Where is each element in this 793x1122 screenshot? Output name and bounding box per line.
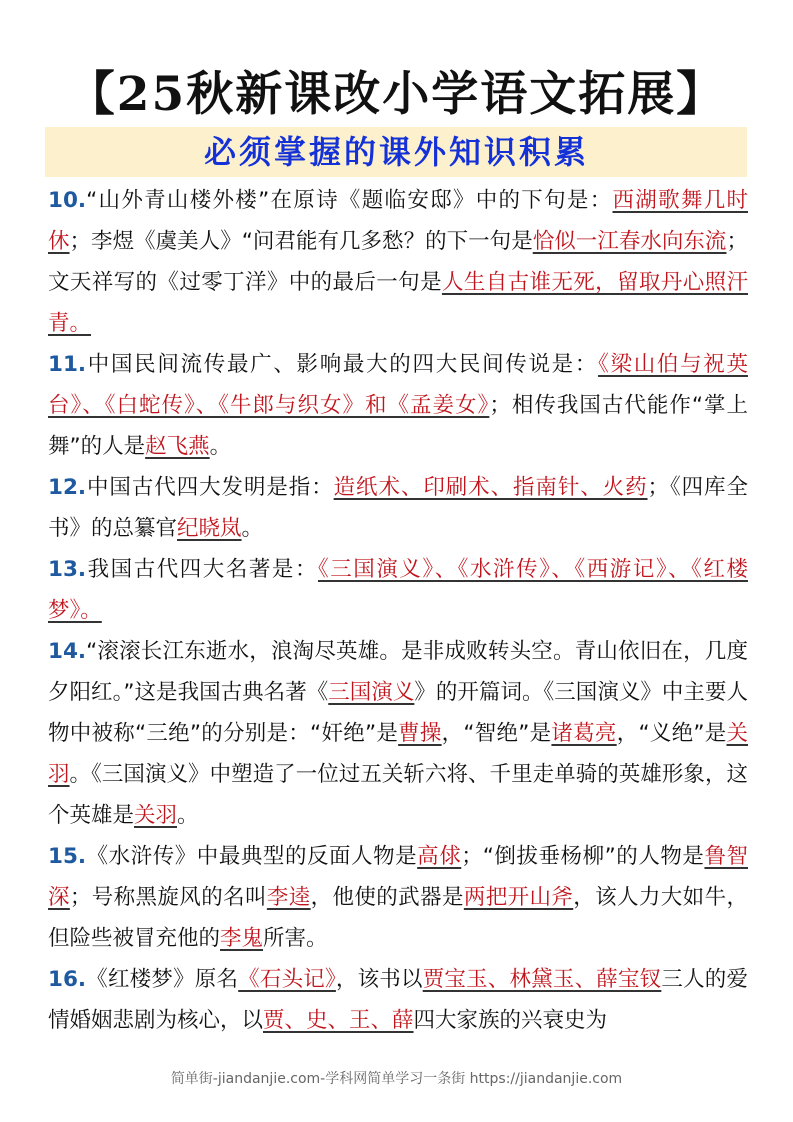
answer-text: 诸葛亮 — [551, 721, 617, 746]
question-text: ；文天祥写的《过零丁洋》中的最后一句是 — [48, 229, 748, 295]
knowledge-item — [48, 467, 748, 549]
question-text: 》的开篇词。《三国演义》中主要人物中被称“三绝”的分别是：“奸绝”是 — [48, 680, 748, 746]
question-text: 四大家族的兴衰史为 — [413, 1008, 608, 1033]
answer-text: 西湖歌舞几时休 — [48, 188, 748, 254]
question-text: 中国古代四大发明是指： — [86, 475, 334, 500]
question-text: 。《三国演义》中塑造了一位过五关斩六将、千里走单骑的英雄形象，这个英雄是 — [48, 762, 748, 828]
answer-text: 赵飞燕 — [145, 434, 210, 459]
question-text: ，该书以 — [335, 967, 423, 992]
answer-text: 鲁智深 — [48, 844, 748, 910]
answer-text: 曹操 — [398, 721, 442, 746]
question-text: 《红楼梦》原名 — [86, 967, 239, 992]
answer-text: 李鬼 — [220, 926, 264, 951]
item-number: 15. — [48, 844, 87, 869]
answer-text: 贾、史、王、薛 — [263, 1008, 414, 1033]
answer-text: 造纸术、印刷术、指南针、火药 — [333, 475, 648, 500]
question-text: 。 — [241, 516, 264, 541]
item-number: 12. — [48, 475, 87, 500]
answer-text: 两把开山斧 — [463, 885, 574, 910]
page-subtitle: 必须掌握的课外知识积累 — [203, 133, 589, 171]
answer-text: 《三国演义》、《水浒传》、《西游记》、《红楼梦》。 — [48, 557, 748, 623]
item-number: 14. — [48, 639, 87, 664]
answer-text: 关羽 — [134, 803, 178, 828]
question-text: ；李煜《虞美人》“问君能有几多愁？的下一句是 — [69, 229, 533, 254]
question-text: 。 — [209, 434, 232, 459]
answer-text: 纪晓岚 — [177, 516, 242, 541]
knowledge-item — [48, 836, 748, 959]
content-body — [48, 180, 748, 1041]
knowledge-item — [48, 959, 748, 1041]
question-text: ，该人力大如牛，但险些被冒充他的 — [48, 885, 748, 951]
question-text: 中国民间流传最广、影响最大的四大民间传说是： — [86, 352, 599, 377]
knowledge-item — [48, 180, 748, 344]
question-text: 《水浒传》中最典型的反面人物是 — [86, 844, 418, 869]
item-number: 10. — [48, 188, 87, 213]
question-text: “山外青山楼外楼”在原诗《题临安邸》中的下句是： — [86, 188, 613, 213]
question-text: ，他使的武器是 — [310, 885, 464, 910]
page-title: 【25秋新课改小学语文拓展】 — [67, 67, 726, 122]
answer-text: 贾宝玉、林黛玉、薛宝钗 — [422, 967, 662, 992]
answer-text: 人生自古谁无死，留取丹心照汗青。 — [48, 270, 748, 336]
answer-text: 高俅 — [417, 844, 462, 869]
knowledge-item — [48, 549, 748, 631]
question-text: 所害。 — [263, 926, 328, 951]
question-text: ，“智绝”是 — [441, 721, 552, 746]
question-text: ；号称黑旋风的名叫 — [69, 885, 267, 910]
question-text: 我国古代四大名著是： — [86, 557, 318, 582]
answer-text: 恰似一江春水向东流 — [532, 229, 727, 254]
answer-text: 《石头记》 — [238, 967, 336, 992]
page-footer: 简单街-jiandanjie.com-学科网简单学习一条街 https://jiandanjie.com — [170, 1071, 623, 1087]
question-text: ，“义绝”是 — [616, 721, 727, 746]
question-text: 三人的爱情婚姻悲剧为核心，以 — [48, 967, 748, 1033]
answer-text: 关羽 — [48, 721, 748, 787]
question-text: ；《四库全书》的总纂官 — [48, 475, 748, 541]
question-text: ；相传我国古代能作“掌上舞”的人是 — [48, 393, 748, 459]
answer-text: 李逵 — [266, 885, 311, 910]
question-text: ；“倒拔垂杨柳”的人物是 — [461, 844, 705, 869]
answer-text: 《梁山伯与祝英台》、《白蛇传》、《牛郎与织女》和《孟姜女》 — [48, 352, 748, 418]
knowledge-item — [48, 631, 748, 836]
answer-text: 三国演义 — [328, 680, 415, 705]
question-text: “滚滚长江东逝水，浪淘尽英雄。是非成败转头空。青山依旧在，几度夕阳红。”这是我国古典名著《 — [48, 639, 748, 705]
item-number: 16. — [48, 967, 87, 992]
item-number: 11. — [48, 352, 87, 377]
item-number: 13. — [48, 557, 87, 582]
question-text: 。 — [177, 803, 199, 828]
knowledge-item — [48, 344, 748, 467]
